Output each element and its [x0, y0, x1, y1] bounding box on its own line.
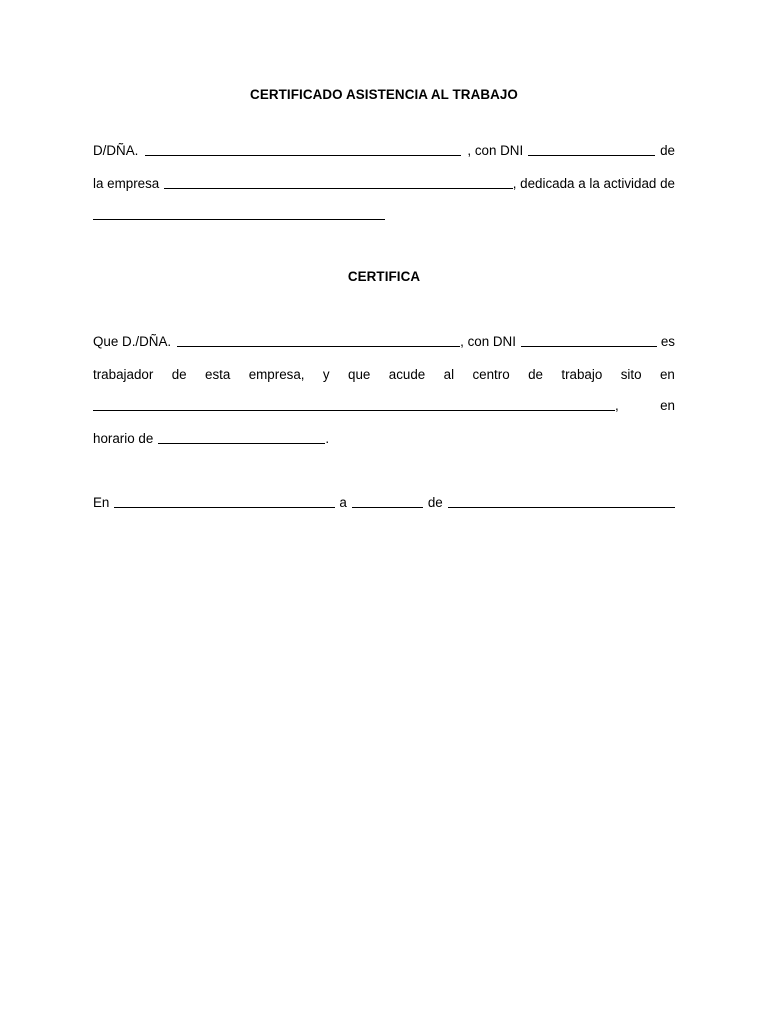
address-field[interactable] [93, 397, 615, 411]
label-que-ddna: Que D./DÑA. [93, 334, 172, 349]
label-dedicada: , dedicada a la actividad de [512, 176, 675, 191]
dni-field[interactable] [528, 142, 655, 156]
month-year-field[interactable] [448, 494, 675, 508]
day-field[interactable] [352, 494, 423, 508]
worker-name-field[interactable] [177, 333, 460, 347]
line-name-dni [93, 140, 675, 158]
label-period: . [325, 431, 330, 446]
label-es: es [660, 334, 675, 349]
label-con-dni-2: , con DNI [460, 334, 516, 349]
activity-field[interactable] [93, 206, 385, 220]
schedule-field[interactable] [158, 430, 325, 444]
word: de [528, 367, 543, 382]
label-a: a [339, 495, 347, 510]
line-horario [93, 428, 675, 446]
line-trabajador [93, 364, 675, 382]
label-en: en [660, 398, 675, 413]
name-field[interactable] [145, 142, 461, 156]
document-title: CERTIFICADO ASISTENCIA AL TRABAJO [250, 87, 518, 102]
label-la-empresa: la empresa [93, 176, 160, 191]
word: empresa, [248, 367, 305, 382]
label-de-date: de [427, 495, 443, 510]
label-de: de [660, 143, 675, 158]
word: trabajador [93, 367, 154, 382]
word: y [322, 367, 330, 382]
word: en [659, 367, 675, 382]
section-heading: CERTIFICA [347, 269, 421, 284]
line-address [93, 395, 675, 413]
word: acude [388, 367, 426, 382]
place-field[interactable] [114, 494, 335, 508]
word: sito [620, 367, 642, 382]
line-place-date [93, 492, 675, 510]
label-en-place: En [93, 495, 110, 510]
word: esta [205, 367, 231, 382]
line-activity [93, 204, 385, 222]
worker-dni-field[interactable] [521, 333, 657, 347]
label-con-dni: , con DNI [467, 143, 524, 158]
company-field[interactable] [164, 175, 512, 189]
line-company [93, 173, 675, 191]
label-comma: , [615, 398, 619, 413]
label-horario-de: horario de [93, 431, 154, 446]
word: al [443, 367, 455, 382]
label-ddna: D/DÑA. [93, 143, 139, 158]
word: de [171, 367, 187, 382]
word: que [348, 367, 371, 382]
word: centro [472, 367, 510, 382]
line-worker-name-dni [93, 331, 675, 349]
word: trabajo [561, 367, 603, 382]
